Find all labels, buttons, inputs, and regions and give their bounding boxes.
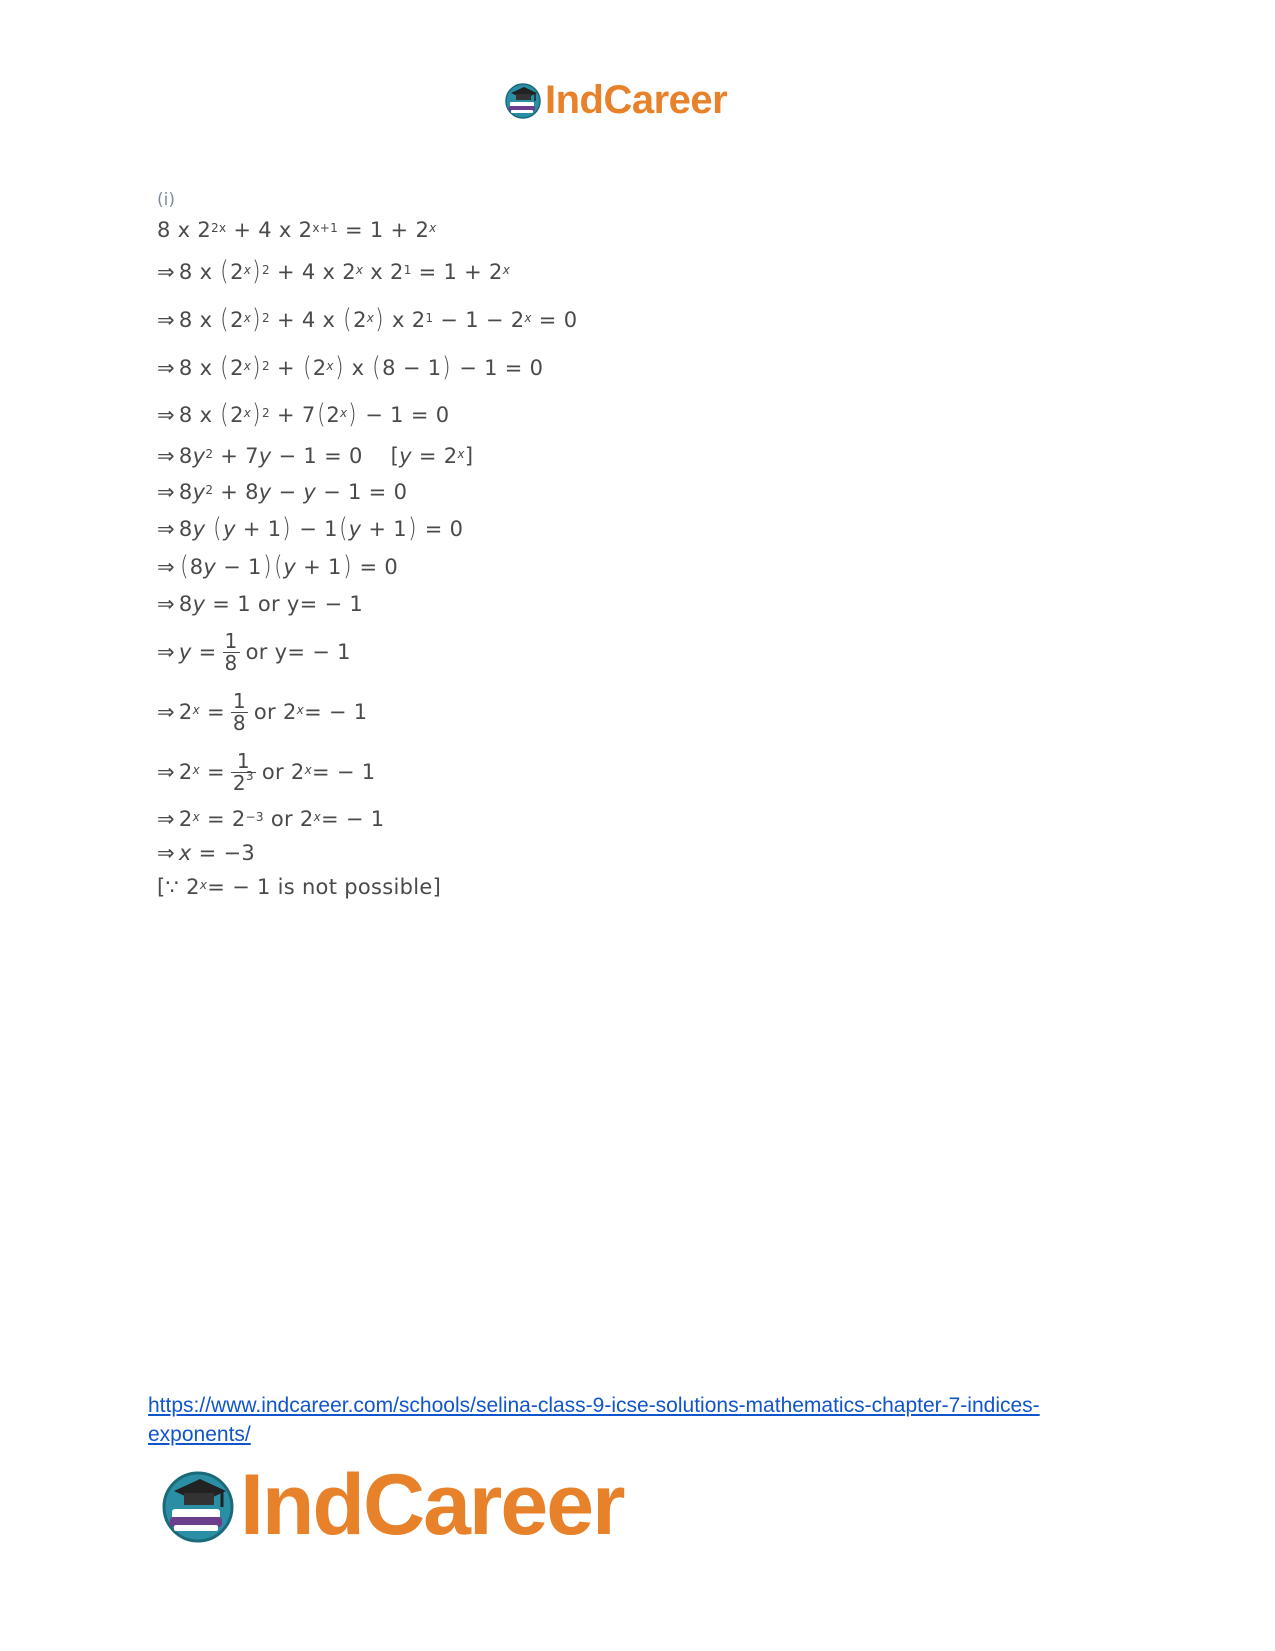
header-logo xyxy=(503,80,727,120)
logo-wordmark: IndCareer xyxy=(240,1457,624,1553)
equation-line-7: ⇒ 8 y $^2$ + 8 y − y − 1 = 0 xyxy=(157,480,408,504)
equation-line-10: ⇒ 8 y = 1 or y = − 1 xyxy=(157,592,364,616)
equation-line-4: ⇒ 8 x ( 2 $^x$ ) $^2$ + ( 2 $^x$ ) x ( 8 − 1 ) − 1 = 0 xyxy=(157,351,544,383)
equation-line-14: ⇒ 2 $^x$ = 2 $^{-3}$ or 2 $^x$ = − 1 xyxy=(157,807,385,831)
equation-line-12: ⇒ 2 $^x$ = $\frac{1}{8}$ or 2 $^x$ = − 1 xyxy=(157,688,368,735)
graduation-cap-book-globe-icon xyxy=(503,80,543,120)
source-url-link[interactable]: https://www.indcareer.com/schools/selina-class-9-icse-solutions-mathematics-chapter-7-indices-exponents/ xyxy=(148,1394,1040,1446)
fraction: $\frac{1}{8}$ xyxy=(232,688,246,735)
equation-line-15: ⇒ x = −3 xyxy=(157,841,256,865)
equation-line-8: ⇒ 8 y ( y + 1 ) − 1 ( y + 1 ) = 0 xyxy=(157,512,464,544)
equation-line-6: ⇒ 8 y $^2$ + 7 y − 1 = 0 [ y = 2 $^x$ ] xyxy=(157,444,474,468)
logo-wordmark: IndCareer xyxy=(545,78,728,122)
graduation-cap-book-globe-icon xyxy=(158,1465,238,1545)
footer-logo xyxy=(158,1457,624,1553)
equation-line-9: ⇒ ( 8 y − 1 ) ( y + 1 ) = 0 xyxy=(157,550,399,582)
equation-line-2: ⇒ 8 x ( 2 $^x$ ) $^2$ + 4 x 2 $^x$ x 2 $^1$ = 1 + 2 $^x$ xyxy=(157,255,511,287)
equation-line-5: ⇒ 8 x ( 2 $^x$ ) $^2$ + 7 ( 2 $^x$ ) − 1 = 0 xyxy=(157,398,450,430)
equation-line-11: ⇒ y = $\frac{1}{8}$ or y = − 1 xyxy=(157,628,351,675)
equation-line-3: ⇒ 8 x ( 2 $^x$ ) $^2$ + 4 x ( 2 $^x$ ) x 2 $^1$ − 1 − 2 $^x$ = 0 xyxy=(157,303,578,335)
equation-line-16: [∵ 2 $^x$ = − 1 is not possible] xyxy=(157,875,442,899)
equation-line-1: 8 x 2 $^{2x}$ + 4 x 2 $^{x+1}$ = 1 + 2 $^x$ xyxy=(157,218,437,242)
math-solution xyxy=(157,188,577,904)
equation-line-13: ⇒ 2 $^x$ = $\frac{1}{2^3}$ or 2 $^x$ = − 1 xyxy=(157,748,376,795)
fraction: $\frac{1}{8}$ xyxy=(224,628,238,675)
part-label: (i) xyxy=(157,190,175,210)
fraction: $\frac{1}{2^3}$ xyxy=(232,748,254,795)
